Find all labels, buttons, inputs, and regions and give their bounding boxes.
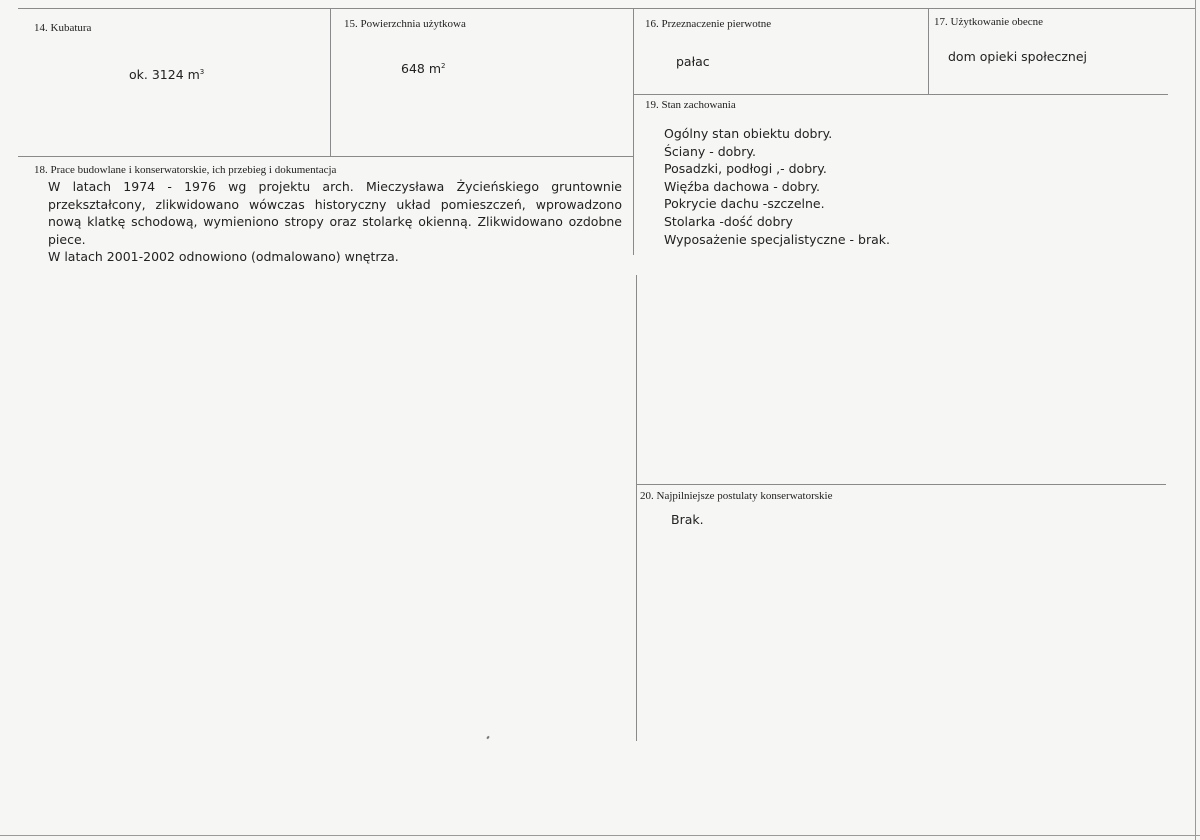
field-17-label: 17. Użytkowanie obecne bbox=[934, 16, 1044, 28]
divider-14-15 bbox=[330, 8, 331, 156]
field-17-value: dom opieki społecznej bbox=[948, 49, 1088, 64]
field-18-line-2: W latach 2001-2002 odnowiono (odmalowano) wnętrza. bbox=[48, 249, 399, 264]
condition-line-3: Posadzki, podłogi ,- dobry. bbox=[664, 161, 827, 177]
row-divider-14-18 bbox=[18, 156, 633, 157]
field-15-value bbox=[401, 61, 445, 76]
scan-right-edge bbox=[1195, 0, 1196, 840]
field-18-label: 18. Prace budowlane i konserwatorskie, ich przebieg i dokumentacja bbox=[34, 164, 337, 176]
field-14-value bbox=[129, 67, 204, 82]
field-15-value-superscript: 2 bbox=[441, 61, 446, 70]
divider-16-17 bbox=[928, 8, 929, 94]
field-14-value-superscript: 3 bbox=[199, 67, 205, 76]
condition-line-2: Ściany - dobry. bbox=[664, 143, 756, 159]
field-18-text bbox=[48, 178, 622, 266]
condition-line-6: Stolarka -dość dobry bbox=[664, 213, 793, 229]
scan-bottom-edge bbox=[0, 835, 1200, 836]
field-15-label: 15. Powierzchnia użytkowa bbox=[344, 18, 466, 30]
field-19-label: 19. Stan zachowania bbox=[645, 99, 736, 111]
top-border-line bbox=[18, 8, 1195, 9]
field-14-value-text: ok. 3124 m bbox=[129, 67, 200, 82]
scan-speck bbox=[486, 736, 489, 740]
field-16-label: 16. Przeznaczenie pierwotne bbox=[645, 18, 772, 30]
field-20-value: Brak. bbox=[671, 512, 704, 527]
row-divider-19-20 bbox=[636, 484, 1166, 485]
condition-line-1: Ogólny stan obiektu dobry. bbox=[664, 126, 833, 141]
field-18-paragraph: W latach 1974 - 1976 wg projektu arch. Mieczysława Życieńskiego gruntownie przekształcony, zlikwidowano wówczas historyczny układ pomieszczeń, wprowadzono nową klatkę schodową, wymieniono stropy oraz stolarkę okienną. Zlikwidowano ozdobne piece. bbox=[48, 179, 622, 247]
condition-line-7: Wyposażenie specjalistyczne - brak. bbox=[664, 231, 890, 247]
divider-18-19-lower bbox=[636, 275, 637, 741]
condition-line-5: Pokrycie dachu -szczelne. bbox=[664, 196, 825, 212]
field-16-value: pałac bbox=[676, 54, 710, 69]
field-14-label: 14. Kubatura bbox=[34, 22, 92, 34]
divider-15-16 bbox=[633, 8, 634, 255]
field-15-value-text: 648 m bbox=[401, 61, 442, 76]
field-20-label: 20. Najpilniejsze postulaty konserwatorskie bbox=[640, 490, 833, 502]
row-divider-16-19 bbox=[633, 94, 1168, 95]
field-19-list bbox=[664, 125, 1144, 248]
condition-line-4: Więźba dachowa - dobry. bbox=[664, 178, 820, 194]
